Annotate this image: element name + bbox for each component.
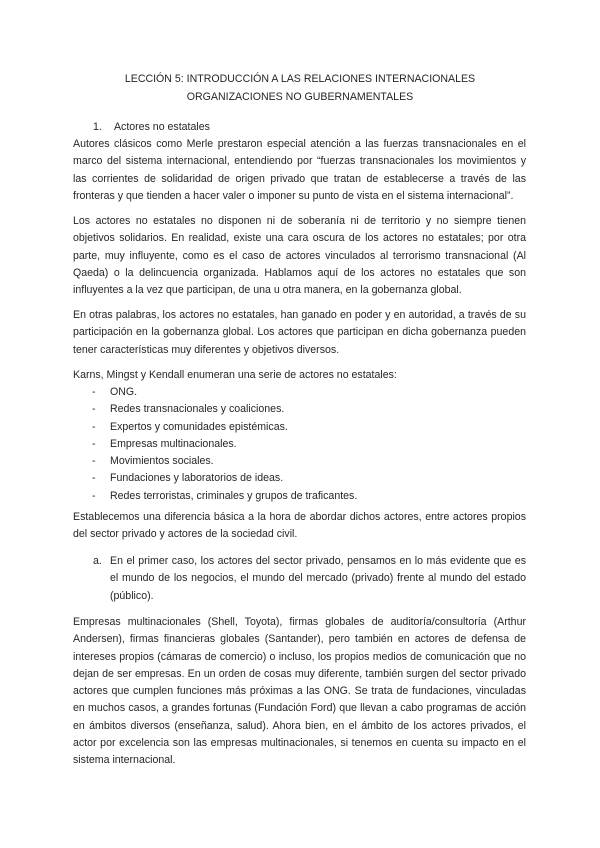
list-item: - Expertos y comunidades epistémicas.: [92, 419, 357, 436]
list-item: - Empresas multinacionales.: [92, 436, 357, 453]
list-item: - Redes transnacionales y coaliciones.: [92, 401, 357, 418]
paragraph-5: Establecemos una diferencia básica a la hora de abordar dichos actores, entre actores propios del sector privado y actores de la sociedad civil.: [73, 511, 526, 541]
list-bullet: -: [92, 386, 96, 398]
list-item: - Redes terroristas, criminales y grupos de traficantes.: [92, 488, 357, 505]
alpha-marker: a.: [93, 555, 102, 567]
list-bullet: -: [92, 437, 96, 450]
list-item: - Movimientos sociales.: [92, 453, 357, 470]
paragraph-3: En otras palabras, los actores no estatales, han ganado en poder y en autoridad, a través de su participación en la gobernanza global. Los actores que participan en dicha gobernanza pueden tener características muy diferentes y objetivos diversos.: [73, 309, 526, 356]
section-label: Actores no estatales: [113, 121, 210, 133]
section-number: 1.: [93, 121, 102, 133]
page-title: [0, 71, 600, 106]
list-item: - Fundaciones y laboratorios de ideas.: [92, 470, 357, 487]
title-line-1: LECCIÓN 5: INTRODUCCIÓN A LAS RELACIONES INTERNACIONALES: [124, 73, 476, 85]
alpha-item-text: En el primer caso, los actores del sector privado, pensamos en lo más evidente que es el mundo de los negocios, el mundo del mercado (privado) frente al mundo del estado (público).: [110, 555, 526, 602]
list-bullet: -: [92, 455, 96, 468]
paragraph-2: Los actores no estatales no disponen ni de soberanía ni de territorio y no siempre tienen objetivos solidarios. En realidad, existe una cara oscura de los actores no estatales; por otra parte, muy influyente, como es el caso de actores vinculados al terrorismo transnacional (Al Qaeda) o la delincuencia organizada. Hablamos aquí de los actores no estatales que son influyentes a la vez que participan, de una u otra manera, en la gobernanza global.: [73, 215, 526, 297]
list-item: - ONG.: [92, 384, 357, 401]
list-bullet: -: [92, 420, 96, 433]
paragraph-1: Autores clásicos como Merle prestaron especial atención a las fuerzas transnacionales en el marco del sistema internacional, entendiendo por “fuerzas transnacionales los movimientos y las corrientes de solidaridad de origen privado que tratan de establecerse a través de las fronteras y que tienden a hacer valer o imponer su punto de vista en el sistema internacional”.: [73, 138, 526, 202]
list-bullet: -: [92, 489, 96, 502]
list-bullet: -: [92, 472, 96, 485]
list-bullet: -: [92, 403, 96, 416]
paragraph-6: Empresas multinacionales (Shell, Toyota), firmas globales de auditoría/consultoría (Arthur Andersen), firmas financieras globales (Santander), pero también en actores de defensa de intereses propios (cámaras de comercio) o incluso, los propios medios de comunicación que no dejan de ser empresas. En un orden de cosas muy diferente, también surgen del sector privado actores que cumplen funciones más próximas a las ONG. Se trata de fundaciones, vinculadas en muchos casos, a grandes fortunas (Fundación Ford) que llevan a cabo programas de acción en ámbitos diversos (enseñanza, salud). Ahora bien, en el ámbito de los actores privados, el actor por excelencia son las empresas multinacionales, si tenemos en cuenta su impacto en el sistema internacional.: [73, 616, 526, 767]
actors-list: [92, 384, 357, 505]
paragraph-4: Karns, Mingst y Kendall enumeran una serie de actores no estatales:: [73, 369, 397, 381]
section-heading: [93, 119, 210, 136]
title-line-2: ORGANIZACIONES NO GUBERNAMENTALES: [186, 90, 414, 103]
